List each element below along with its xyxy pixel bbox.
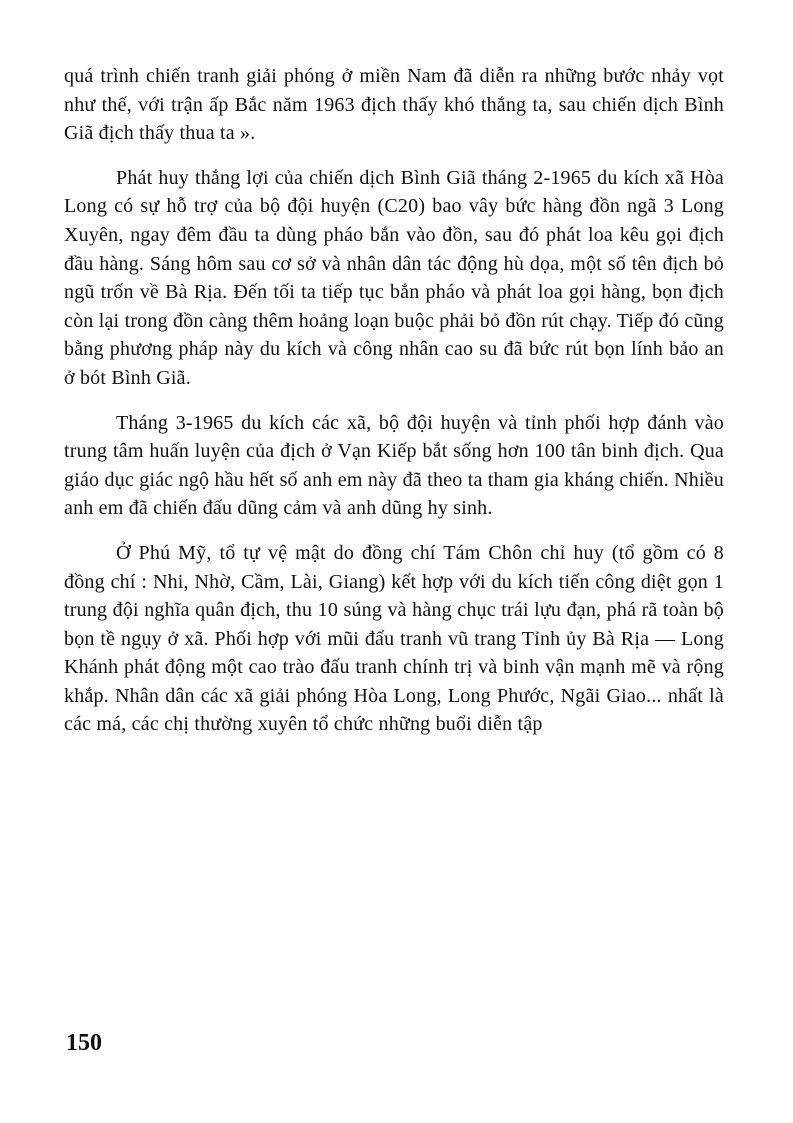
- paragraph-continuation: quá trình chiến tranh giải phóng ở miền Nam đã diễn ra những bước nhảy vọt như thế, với trận ấp Bắc năm 1963 địch thấy khó thắng ta, sau chiến dịch Bình Giã địch thấy thua ta ».: [64, 65, 724, 145]
- paragraph-binh-gia: Phát huy thắng lợi của chiến dịch Bình Giã tháng 2-1965 du kích xã Hòa Long có sự hỗ trợ của bộ đội huyện (C20) bao vây bức hàng đồn ngã 3 Long Xuyên, ngay đêm đầu ta dùng pháo bắn vào đồn, sau đó phát loa kêu gọi địch đầu hàng. Sáng hôm sau cơ sở và nhân dân tác động hù dọa, một số tên địch bỏ ngũ trốn về Bà Rịa. Đến tối ta tiếp tục bắn pháo và phát loa gọi hàng, bọn địch còn lại trong đồn càng thêm hoảng loạn buộc phải bỏ đồn rút chạy. Tiếp đó cũng bằng phương pháp này du kích và công nhân cao su đã bức rút bọn lính bảo an ở bót Bình Giã.: [64, 166, 724, 389]
- paragraph-van-kiep: Tháng 3-1965 du kích các xã, bộ đội huyện và tỉnh phối hợp đánh vào trung tâm huấn luyện của địch ở Vạn Kiếp bắt sống hơn 100 tân binh địch. Qua giáo dục giác ngộ hầu hết số anh em này đã theo ta tham gia kháng chiến. Nhiều anh em đã chiến đấu dũng cảm và anh dũng hy sinh.: [64, 411, 724, 520]
- page-number: 150: [66, 1030, 102, 1056]
- body-text: [64, 62, 724, 739]
- paragraph-phu-my: Ở Phú Mỹ, tổ tự vệ mật do đồng chí Tám Chôn chỉ huy (tổ gồm có 8 đồng chí : Nhi, Nhờ, Cầm, Lài, Giang) kết hợp với du kích tiến công diệt gọn 1 trung đội nghĩa quân địch, thu 10 súng và hàng chục trái lựu đạn, phá rã toàn bộ bọn tề ngụy ở xã. Phối hợp với mũi đấu tranh vũ trang Tỉnh ủy Bà Rịa — Long Khánh phát động một cao trào đấu tranh chính trị và binh vận mạnh mẽ và rộng khắp. Nhân dân các xã giải phóng Hòa Long, Long Phước, Ngãi Giao... nhất là các má, các chị thường xuyên tổ chức những buổi diễn tập: [64, 541, 724, 736]
